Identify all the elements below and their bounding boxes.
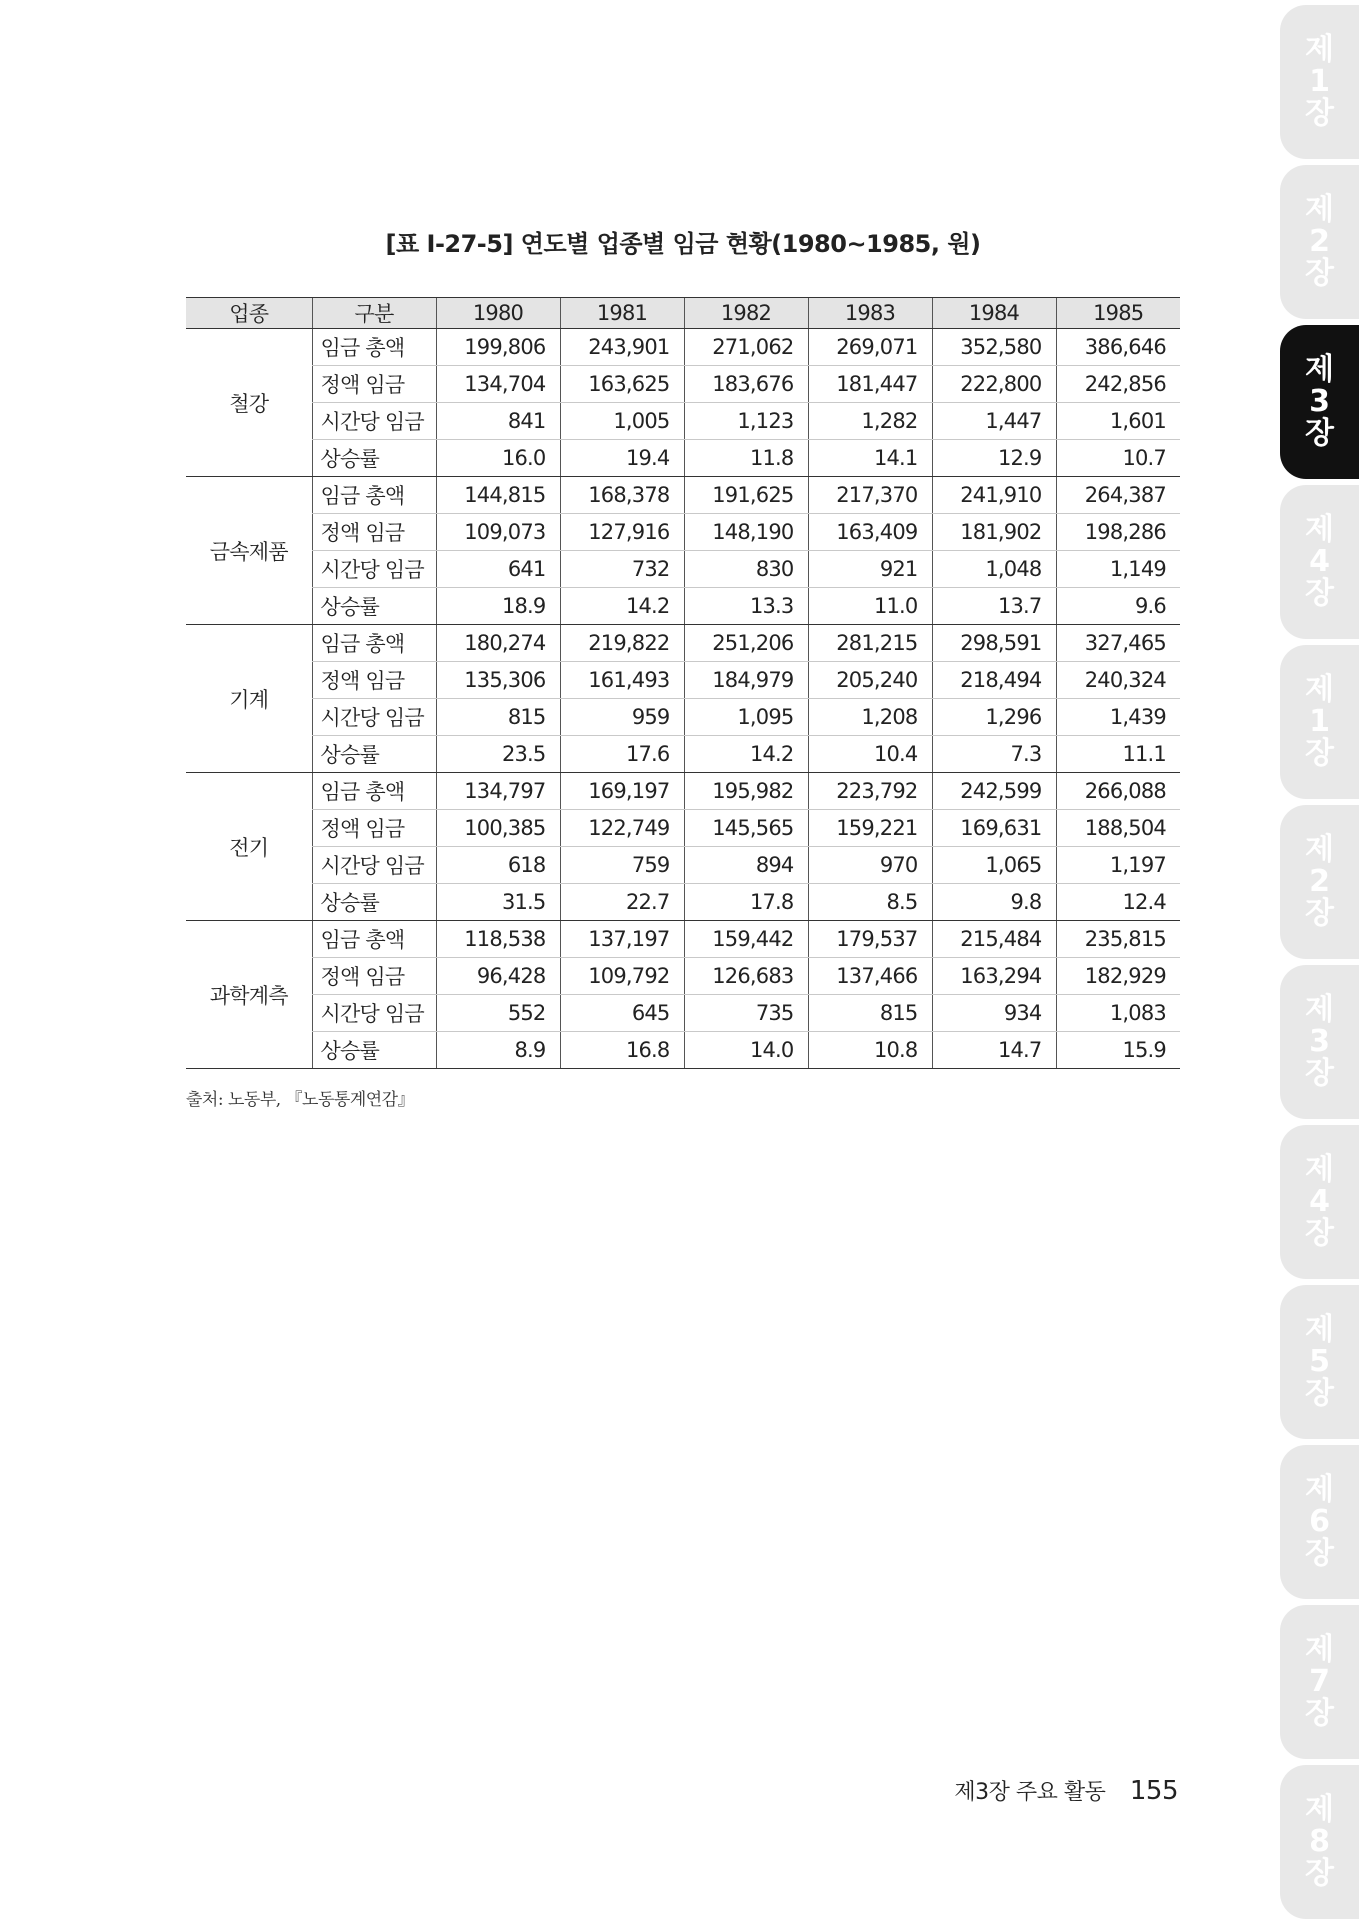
- value-cell: 8.5: [808, 884, 932, 921]
- value-cell: 169,197: [560, 773, 684, 810]
- value-cell: 217,370: [808, 477, 932, 514]
- table-row: [186, 514, 1180, 551]
- category-cell: 임금 총액: [312, 329, 436, 366]
- value-cell: 243,901: [560, 329, 684, 366]
- chapter-tab-char: 제: [1305, 1472, 1334, 1507]
- value-cell: 163,409: [808, 514, 932, 551]
- chapter-tab-char: 4: [1309, 544, 1330, 579]
- chapter-tab-char: 제: [1305, 832, 1334, 867]
- value-cell: 134,704: [436, 366, 560, 403]
- category-cell: 임금 총액: [312, 773, 436, 810]
- industry-cell: 기계: [186, 625, 312, 773]
- table-row: [186, 884, 1180, 921]
- category-cell: 정액 임금: [312, 366, 436, 403]
- chapter-tab[interactable]: [1280, 805, 1359, 959]
- value-cell: 9.8: [932, 884, 1056, 921]
- table-row: [186, 366, 1180, 403]
- value-cell: 1,197: [1056, 847, 1180, 884]
- chapter-tab-char: 장: [1305, 896, 1334, 931]
- table-body: [186, 329, 1180, 1069]
- value-cell: 327,465: [1056, 625, 1180, 662]
- header-year-1982: 1982: [684, 298, 808, 329]
- value-cell: 1,447: [932, 403, 1056, 440]
- category-cell: 상승률: [312, 588, 436, 625]
- table-row: [186, 477, 1180, 514]
- value-cell: 1,601: [1056, 403, 1180, 440]
- chapter-tab-char: 3: [1309, 1024, 1330, 1059]
- chapter-tab[interactable]: [1280, 485, 1359, 639]
- value-cell: 7.3: [932, 736, 1056, 773]
- value-cell: 1,005: [560, 403, 684, 440]
- table-row: [186, 551, 1180, 588]
- value-cell: 14.1: [808, 440, 932, 477]
- value-cell: 815: [436, 699, 560, 736]
- category-cell: 정액 임금: [312, 958, 436, 995]
- value-cell: 11.0: [808, 588, 932, 625]
- industry-cell: 과학계측: [186, 921, 312, 1069]
- value-cell: 10.7: [1056, 440, 1180, 477]
- value-cell: 241,910: [932, 477, 1056, 514]
- chapter-tab-char: 장: [1305, 1696, 1334, 1731]
- value-cell: 12.4: [1056, 884, 1180, 921]
- wage-table: [186, 297, 1180, 1069]
- value-cell: 15.9: [1056, 1032, 1180, 1069]
- value-cell: 199,806: [436, 329, 560, 366]
- category-cell: 시간당 임금: [312, 699, 436, 736]
- table-row: [186, 625, 1180, 662]
- value-cell: 552: [436, 995, 560, 1032]
- value-cell: 8.9: [436, 1032, 560, 1069]
- value-cell: 1,083: [1056, 995, 1180, 1032]
- value-cell: 759: [560, 847, 684, 884]
- chapter-tab-char: 제: [1305, 192, 1334, 227]
- value-cell: 219,822: [560, 625, 684, 662]
- value-cell: 618: [436, 847, 560, 884]
- value-cell: 732: [560, 551, 684, 588]
- chapter-tab-char: 제: [1305, 672, 1334, 707]
- table-row: [186, 699, 1180, 736]
- category-cell: 상승률: [312, 884, 436, 921]
- value-cell: 148,190: [684, 514, 808, 551]
- chapter-tab-char: 1: [1309, 704, 1330, 739]
- chapter-tab-char: 제: [1305, 992, 1334, 1027]
- value-cell: 109,073: [436, 514, 560, 551]
- value-cell: 126,683: [684, 958, 808, 995]
- value-cell: 12.9: [932, 440, 1056, 477]
- category-cell: 정액 임금: [312, 514, 436, 551]
- value-cell: 264,387: [1056, 477, 1180, 514]
- table-row: [186, 958, 1180, 995]
- value-cell: 215,484: [932, 921, 1056, 958]
- value-cell: 96,428: [436, 958, 560, 995]
- industry-cell: 전기: [186, 773, 312, 921]
- value-cell: 198,286: [1056, 514, 1180, 551]
- header-year-1983: 1983: [808, 298, 932, 329]
- category-cell: 시간당 임금: [312, 403, 436, 440]
- value-cell: 970: [808, 847, 932, 884]
- value-cell: 134,797: [436, 773, 560, 810]
- category-cell: 상승률: [312, 736, 436, 773]
- value-cell: 205,240: [808, 662, 932, 699]
- chapter-tab-char: 제: [1305, 1312, 1334, 1347]
- value-cell: 18.9: [436, 588, 560, 625]
- table-row: [186, 995, 1180, 1032]
- value-cell: 22.7: [560, 884, 684, 921]
- value-cell: 184,979: [684, 662, 808, 699]
- chapter-tab[interactable]: [1280, 645, 1359, 799]
- category-cell: 시간당 임금: [312, 551, 436, 588]
- chapter-tab-char: 2: [1309, 224, 1330, 259]
- value-cell: 266,088: [1056, 773, 1180, 810]
- chapter-tab-char: 장: [1305, 1216, 1334, 1251]
- value-cell: 159,221: [808, 810, 932, 847]
- value-cell: 271,062: [684, 329, 808, 366]
- footer-chapter-label: 제3장 주요 활동: [954, 1780, 1106, 1805]
- value-cell: 1,282: [808, 403, 932, 440]
- value-cell: 10.8: [808, 1032, 932, 1069]
- value-cell: 815: [808, 995, 932, 1032]
- table-row: [186, 588, 1180, 625]
- chapter-tab[interactable]: [1280, 1445, 1359, 1599]
- header-year-1985: 1985: [1056, 298, 1180, 329]
- value-cell: 298,591: [932, 625, 1056, 662]
- value-cell: 137,466: [808, 958, 932, 995]
- value-cell: 17.6: [560, 736, 684, 773]
- table-row: [186, 1032, 1180, 1069]
- chapter-tab-char: 제: [1305, 1152, 1334, 1187]
- chapter-tab-char: 장: [1305, 1536, 1334, 1571]
- category-cell: 시간당 임금: [312, 847, 436, 884]
- value-cell: 641: [436, 551, 560, 588]
- chapter-tab-char: 제: [1305, 32, 1334, 67]
- table-title: [표 Ⅰ-27-5] 연도별 업종별 임금 현황(1980~1985, 원): [385, 230, 981, 258]
- chapter-tab-char: 6: [1309, 1504, 1330, 1539]
- chapter-tab-char: 장: [1305, 736, 1334, 771]
- value-cell: 159,442: [684, 921, 808, 958]
- category-cell: 상승률: [312, 440, 436, 477]
- value-cell: 145,565: [684, 810, 808, 847]
- value-cell: 183,676: [684, 366, 808, 403]
- value-cell: 894: [684, 847, 808, 884]
- page-footer: [954, 1775, 1178, 1806]
- value-cell: 11.1: [1056, 736, 1180, 773]
- value-cell: 188,504: [1056, 810, 1180, 847]
- source-note: 출처: 노동부, 『노동통계연감』: [186, 1090, 415, 1110]
- industry-cell: 철강: [186, 329, 312, 477]
- chapter-tab[interactable]: [1280, 5, 1359, 159]
- value-cell: 100,385: [436, 810, 560, 847]
- value-cell: 1,065: [932, 847, 1056, 884]
- chapter-tab-char: 제: [1305, 1792, 1334, 1827]
- header-category: 구분: [312, 298, 436, 329]
- value-cell: 841: [436, 403, 560, 440]
- value-cell: 281,215: [808, 625, 932, 662]
- value-cell: 735: [684, 995, 808, 1032]
- value-cell: 223,792: [808, 773, 932, 810]
- value-cell: 137,197: [560, 921, 684, 958]
- chapter-tab[interactable]: [1280, 165, 1359, 319]
- chapter-tab-char: 제: [1305, 1632, 1334, 1667]
- chapter-tab-char: 장: [1305, 576, 1334, 611]
- chapter-tab-char: 4: [1309, 1184, 1330, 1219]
- table-row: [186, 810, 1180, 847]
- value-cell: 180,274: [436, 625, 560, 662]
- value-cell: 235,815: [1056, 921, 1180, 958]
- value-cell: 222,800: [932, 366, 1056, 403]
- value-cell: 169,631: [932, 810, 1056, 847]
- value-cell: 1,048: [932, 551, 1056, 588]
- value-cell: 163,294: [932, 958, 1056, 995]
- value-cell: 1,149: [1056, 551, 1180, 588]
- chapter-tab-char: 1: [1309, 64, 1330, 99]
- category-cell: 임금 총액: [312, 625, 436, 662]
- chapter-tab[interactable]: [1280, 1125, 1359, 1279]
- table-row: [186, 773, 1180, 810]
- chapter-tab-char: 장: [1305, 256, 1334, 291]
- chapter-tab-char: 장: [1305, 1056, 1334, 1091]
- value-cell: 14.2: [560, 588, 684, 625]
- chapter-tab[interactable]: [1280, 1765, 1359, 1919]
- value-cell: 195,982: [684, 773, 808, 810]
- category-cell: 상승률: [312, 1032, 436, 1069]
- value-cell: 830: [684, 551, 808, 588]
- chapter-tab-char: 장: [1305, 416, 1334, 451]
- industry-cell: 금속제품: [186, 477, 312, 625]
- table-row: [186, 440, 1180, 477]
- page-number: 155: [1129, 1776, 1178, 1806]
- value-cell: 921: [808, 551, 932, 588]
- value-cell: 16.8: [560, 1032, 684, 1069]
- value-cell: 10.4: [808, 736, 932, 773]
- value-cell: 163,625: [560, 366, 684, 403]
- chapter-tab[interactable]: [1280, 1285, 1359, 1439]
- value-cell: 109,792: [560, 958, 684, 995]
- value-cell: 17.8: [684, 884, 808, 921]
- table-row: [186, 403, 1180, 440]
- value-cell: 645: [560, 995, 684, 1032]
- value-cell: 14.0: [684, 1032, 808, 1069]
- table-row: [186, 921, 1180, 958]
- value-cell: 1,095: [684, 699, 808, 736]
- category-cell: 임금 총액: [312, 477, 436, 514]
- chapter-tab-char: 장: [1305, 1856, 1334, 1891]
- table-row: [186, 329, 1180, 366]
- value-cell: 14.7: [932, 1032, 1056, 1069]
- chapter-tab-char: 제: [1305, 512, 1334, 547]
- chapter-side-tabs: [1280, 0, 1359, 1920]
- header-industry: 업종: [186, 298, 312, 329]
- chapter-tab-char: 3: [1309, 384, 1330, 419]
- table-row: [186, 662, 1180, 699]
- value-cell: 352,580: [932, 329, 1056, 366]
- value-cell: 135,306: [436, 662, 560, 699]
- value-cell: 144,815: [436, 477, 560, 514]
- value-cell: 1,123: [684, 403, 808, 440]
- value-cell: 168,378: [560, 477, 684, 514]
- value-cell: 934: [932, 995, 1056, 1032]
- category-cell: 시간당 임금: [312, 995, 436, 1032]
- header-year-1984: 1984: [932, 298, 1056, 329]
- category-cell: 정액 임금: [312, 662, 436, 699]
- value-cell: 13.3: [684, 588, 808, 625]
- value-cell: 127,916: [560, 514, 684, 551]
- value-cell: 191,625: [684, 477, 808, 514]
- value-cell: 16.0: [436, 440, 560, 477]
- value-cell: 1,439: [1056, 699, 1180, 736]
- value-cell: 179,537: [808, 921, 932, 958]
- category-cell: 정액 임금: [312, 810, 436, 847]
- value-cell: 218,494: [932, 662, 1056, 699]
- value-cell: 242,599: [932, 773, 1056, 810]
- chapter-tab-char: 8: [1309, 1824, 1330, 1859]
- chapter-tab-char: 2: [1309, 864, 1330, 899]
- header-year-1980: 1980: [436, 298, 560, 329]
- value-cell: 386,646: [1056, 329, 1180, 366]
- table-row: [186, 736, 1180, 773]
- chapter-tab-char: 5: [1309, 1344, 1330, 1379]
- value-cell: 161,493: [560, 662, 684, 699]
- value-cell: 13.7: [932, 588, 1056, 625]
- chapter-tab[interactable]: [1280, 1605, 1359, 1759]
- value-cell: 240,324: [1056, 662, 1180, 699]
- value-cell: 14.2: [684, 736, 808, 773]
- value-cell: 23.5: [436, 736, 560, 773]
- value-cell: 31.5: [436, 884, 560, 921]
- chapter-tab[interactable]: [1280, 325, 1359, 479]
- header-year-1981: 1981: [560, 298, 684, 329]
- value-cell: 181,902: [932, 514, 1056, 551]
- value-cell: 122,749: [560, 810, 684, 847]
- chapter-tab-char: 장: [1305, 96, 1334, 131]
- value-cell: 9.6: [1056, 588, 1180, 625]
- value-cell: 269,071: [808, 329, 932, 366]
- chapter-tab-char: 장: [1305, 1376, 1334, 1411]
- chapter-tab[interactable]: [1280, 965, 1359, 1119]
- value-cell: 19.4: [560, 440, 684, 477]
- category-cell: 임금 총액: [312, 921, 436, 958]
- table-row: [186, 847, 1180, 884]
- value-cell: 959: [560, 699, 684, 736]
- table-header-row: [186, 298, 1180, 329]
- chapter-tab-char: 7: [1309, 1664, 1330, 1699]
- value-cell: 1,296: [932, 699, 1056, 736]
- value-cell: 242,856: [1056, 366, 1180, 403]
- value-cell: 181,447: [808, 366, 932, 403]
- value-cell: 11.8: [684, 440, 808, 477]
- value-cell: 1,208: [808, 699, 932, 736]
- value-cell: 251,206: [684, 625, 808, 662]
- value-cell: 182,929: [1056, 958, 1180, 995]
- chapter-tab-char: 제: [1305, 352, 1334, 387]
- value-cell: 118,538: [436, 921, 560, 958]
